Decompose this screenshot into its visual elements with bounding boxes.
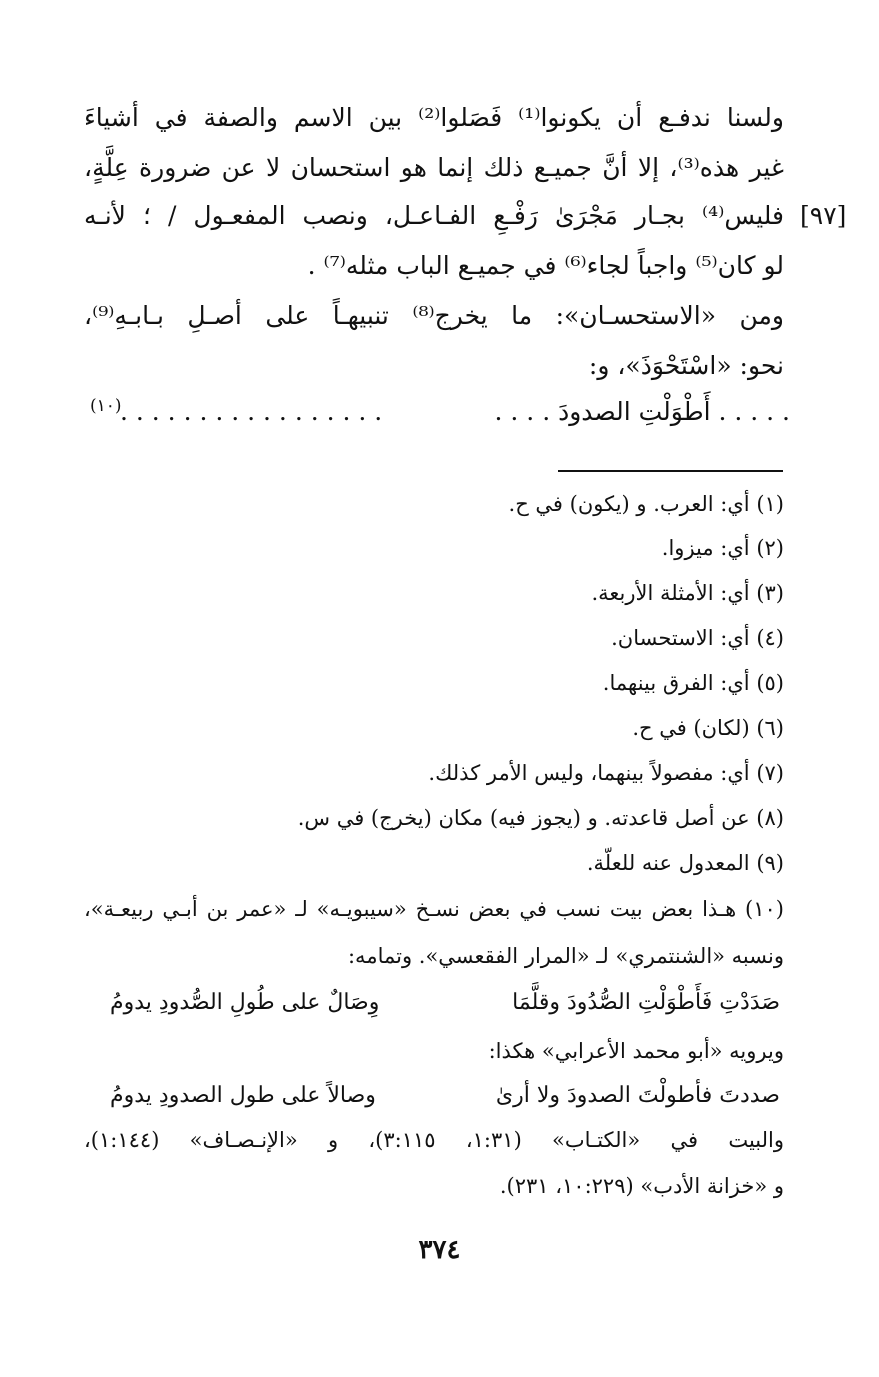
footnote-separator	[558, 470, 783, 472]
footnote-8: (٨) عن أصل قاعدته. و (يجوز فيه) مكان (يخرج) في س.	[297, 806, 784, 830]
footnote-1: (١) أي: العرب. و (يكون) في ح.	[508, 492, 784, 516]
body-line-4: لو كان⁽⁵⁾ واجباً لجاء⁽⁶⁾ في جميـع الباب مثله⁽⁷⁾ .	[307, 251, 784, 280]
verse-1-first-hemistich: صَدَدْتِ فَأَطْوَلْتِ الصُّدُودَ وقلَّمَا	[512, 990, 780, 1015]
footnote-7: (٧) أي: مفصولاً بينهما، وليس الأمر كذلك.	[428, 761, 784, 785]
verse-1-second-hemistich: وِصَالٌ على طُولِ الصُّدودِ يدومُ	[110, 990, 380, 1015]
margin-page-reference: [٩٧]	[800, 201, 847, 230]
footnote-2: (٢) أي: ميزوا.	[661, 536, 784, 560]
footnote-5: (٥) أي: الفرق بينهما.	[602, 671, 784, 695]
verse-footnote-marker: (١٠)	[90, 396, 122, 416]
verse-ellipsis: . . . . . . . . . . . . . . . . .	[120, 397, 383, 426]
footnote-10-verse-1	[110, 985, 780, 1021]
body-line-5: ومن «الاستحسـان»: ما يخرج⁽⁸⁾ تنبيهـاً على أصـلِ بـابـهِ⁽⁹⁾،	[84, 301, 784, 330]
footnote-3: (٣) أي: الأمثلة الأربعة.	[591, 581, 784, 605]
body-line-6: نحو: «اسْتَحْوَذَ»، و:	[588, 351, 784, 380]
verse-2-second-hemistich: وصالاً على طول الصدودِ يدومُ	[110, 1083, 376, 1108]
footnote-4: (٤) أي: الاستحسان.	[611, 626, 784, 650]
footnote-9: (٩) المعدول عنه للعلّة.	[586, 851, 784, 875]
page-number: ٣٧٤	[418, 1235, 461, 1265]
verse-2-first-hemistich: صددتَ فأطولْتَ الصدودَ ولا أرىٰ	[495, 1083, 780, 1108]
footnote-10-line-4: والبيت في «الكتـاب» (١:٣١، ٣:١١٥)، و «الإنـصـاف» (١:١٤٤)،	[84, 1128, 784, 1152]
footnote-10-line-2: ونسبه «الشنتمري» لـ «المرار الفقعسي». وتمامه:	[347, 944, 784, 968]
footnote-10-verse-2	[110, 1078, 780, 1114]
body-line-3: فليس⁽⁴⁾ بجـار مَجْرَىٰ رَفْـعِ الفـاعـل، ونصب المفعـول / ؛ لأنـه	[84, 201, 784, 230]
verse-first-hemistich: . . . . . أَطْوَلْتِ الصدودَ . . . .	[494, 397, 790, 426]
footnote-10-line-3: ويرويه «أبو محمد الأعرابي» هكذا:	[488, 1039, 784, 1063]
footnote-10-line-5: و «خزانة الأدب» (١٠:٢٢٩، ٢٣١).	[499, 1174, 784, 1198]
quoted-verse	[90, 392, 790, 432]
body-line-2: غير هذه⁽³⁾، إلا أنَّ جميـع ذلك إنما هو استحسان لا عن ضرورة عِلَّةٍ،	[84, 153, 784, 182]
footnote-10-line-1: (١٠) هـذا بعض بيت نسب في بعض نسـخ «سيبويـه» لـ «عمر بن أبـي ربيعـة»،	[84, 897, 784, 921]
body-line-1: ولسنا ندفـع أن يكونوا⁽¹⁾ فَصَلوا⁽²⁾ بين الاسم والصفة في أشياءَ	[84, 103, 784, 132]
footnote-6: (٦) (لكان) في ح.	[632, 716, 784, 740]
